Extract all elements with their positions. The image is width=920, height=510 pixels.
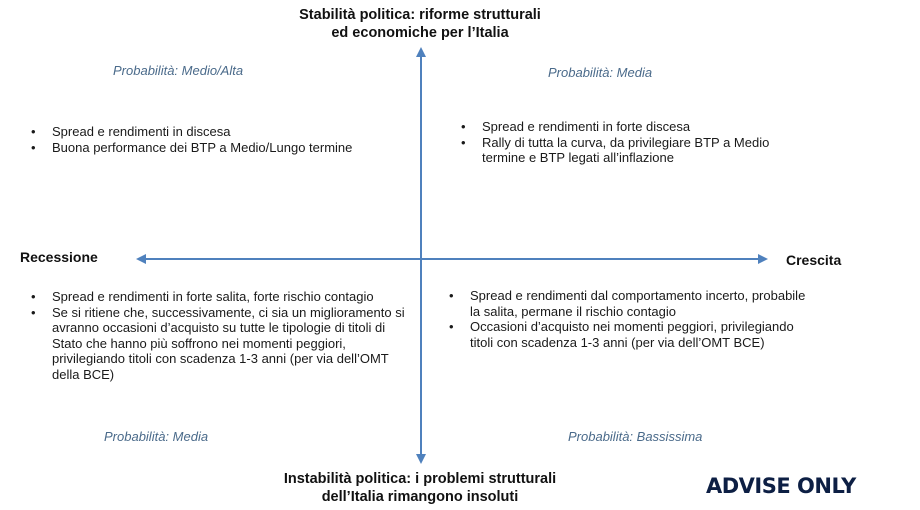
quadrant-top-left-bullets xyxy=(28,124,388,155)
bullet-item: • Rally di tutta la curva, da privilegiare BTP a Medio termine e BTP legati all’inflazione xyxy=(458,135,788,166)
axis-bottom-title-line1: Instabilità politica: i problemi strutturali xyxy=(283,471,557,487)
axis-right-label: Crescita xyxy=(786,252,842,268)
axis-top-title-line1: Stabilità politica: riforme strutturali xyxy=(299,7,541,23)
quadrant-top-right-bullets xyxy=(458,119,788,166)
axis-left-label: Recessione xyxy=(20,249,98,265)
quadrant-bottom-left-bullets xyxy=(28,289,408,382)
bullet-item: • Spread e rendimenti in forte salita, forte rischio contagio xyxy=(28,289,408,305)
advise-only-logo: ADVISE ONLY xyxy=(706,474,856,498)
bullet-item: • Se si ritiene che, successivamente, ci sia un miglioramento si avranno occasioni d’acquisto su tutte le tipologie di titoli di Stato che hanno più soffrono nei momenti peggiori, privilegiando titoli con scadenza 1-3 anni (per via dell’OMT della BCE) xyxy=(28,305,408,383)
probability-top-right: Probabilità: Media xyxy=(548,65,653,80)
bullet-item: • Buona performance dei BTP a Medio/Lungo termine xyxy=(28,140,388,156)
axis-bottom-title xyxy=(210,470,630,506)
probability-bottom-right: Probabilità: Bassissima xyxy=(568,429,703,444)
probability-top-left: Probabilità: Medio/Alta xyxy=(113,63,244,78)
bullet-item: • Spread e rendimenti in discesa xyxy=(28,124,388,140)
bullet-item: • Occasioni d’acquisto nei momenti peggiori, privilegiando titoli con scadenza 1-3 anni (per via dell’OMT BCE) xyxy=(446,319,806,350)
axis-top-title-line2: ed economiche per l’Italia xyxy=(331,25,509,41)
bullet-item: • Spread e rendimenti dal comportamento incerto, probabile la salita, permane il rischio contagio xyxy=(446,288,806,319)
probability-bottom-left: Probabilità: Media xyxy=(104,429,209,444)
axis-top-title xyxy=(230,6,610,42)
bullet-item: • Spread e rendimenti in forte discesa xyxy=(458,119,788,135)
quadrant-bottom-right-bullets xyxy=(446,288,806,350)
axis-bottom-title-line2: dell’Italia rimangono insoluti xyxy=(321,489,519,505)
